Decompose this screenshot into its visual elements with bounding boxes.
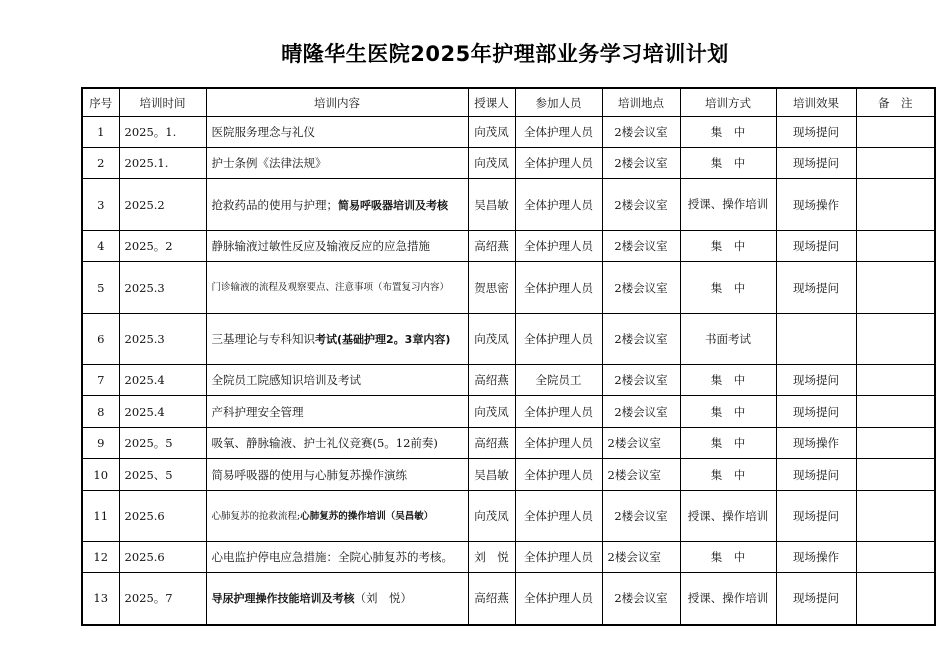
cell-location: 2楼会议室 bbox=[602, 231, 680, 262]
cell-attendees: 全体护理人员 bbox=[515, 491, 602, 542]
cell-location: 2楼会议室 bbox=[602, 491, 680, 542]
cell-attendees: 全体护理人员 bbox=[515, 428, 602, 459]
cell-content: 吸氧、静脉输液、护士礼仪竞赛(5。12前奏) bbox=[206, 428, 468, 459]
cell-no: 13 bbox=[82, 573, 119, 625]
cell-note bbox=[856, 148, 935, 179]
cell-attendees: 全体护理人员 bbox=[515, 231, 602, 262]
header-no: 序号 bbox=[82, 88, 119, 117]
cell-no: 5 bbox=[82, 262, 119, 314]
cell-location: 2楼会议室 bbox=[602, 179, 680, 231]
cell-method: 集 中 bbox=[680, 262, 776, 314]
cell-no: 6 bbox=[82, 314, 119, 365]
cell-time: 2025.2 bbox=[119, 179, 206, 231]
cell-content: 简易呼吸器的使用与心肺复苏操作演练 bbox=[206, 459, 468, 491]
cell-location: 2楼会议室 bbox=[602, 459, 680, 491]
cell-time: 2025。1. bbox=[119, 117, 206, 148]
cell-note bbox=[856, 314, 935, 365]
cell-no: 8 bbox=[82, 396, 119, 428]
cell-content: 静脉输液过敏性反应及输液反应的应急措施 bbox=[206, 231, 468, 262]
cell-effect: 现场提问 bbox=[776, 573, 856, 625]
table-row bbox=[82, 314, 935, 365]
content-emphasis: 心肺复苏的操作培训（吴昌敏） bbox=[300, 510, 434, 522]
cell-no: 10 bbox=[82, 459, 119, 491]
table-row bbox=[82, 459, 935, 491]
cell-method: 书面考试 bbox=[680, 314, 776, 365]
cell-method: 集 中 bbox=[680, 148, 776, 179]
cell-content bbox=[206, 573, 468, 625]
cell-location: 2楼会议室 bbox=[602, 428, 680, 459]
table-row bbox=[82, 491, 935, 542]
cell-content bbox=[206, 179, 468, 231]
cell-note bbox=[856, 491, 935, 542]
cell-method: 授课、操作培训 bbox=[680, 573, 776, 625]
cell-effect: 现场提问 bbox=[776, 491, 856, 542]
cell-teacher: 高绍燕 bbox=[468, 573, 515, 625]
cell-content: 全院员工院感知识培训及考试 bbox=[206, 365, 468, 396]
cell-effect: 现场提问 bbox=[776, 262, 856, 314]
cell-no: 11 bbox=[82, 491, 119, 542]
document-title: 晴隆华生医院2025年护理部业务学习培训计划 bbox=[281, 42, 729, 66]
table-row bbox=[82, 542, 935, 573]
cell-teacher: 向茂凤 bbox=[468, 117, 515, 148]
header-effect: 培训效果 bbox=[776, 88, 856, 117]
cell-content: 产科护理安全管理 bbox=[206, 396, 468, 428]
cell-time: 2025.3 bbox=[119, 314, 206, 365]
cell-teacher: 向茂凤 bbox=[468, 396, 515, 428]
cell-note bbox=[856, 542, 935, 573]
cell-no: 12 bbox=[82, 542, 119, 573]
cell-teacher: 高绍燕 bbox=[468, 365, 515, 396]
cell-note bbox=[856, 262, 935, 314]
table-header-row bbox=[82, 88, 935, 117]
cell-teacher: 高绍燕 bbox=[468, 428, 515, 459]
cell-content: 心电监护停电应急措施：全院心肺复苏的考核。 bbox=[206, 542, 468, 573]
content-emphasis: 导尿护理操作技能培训及考核 bbox=[211, 592, 355, 606]
cell-content bbox=[206, 314, 468, 365]
cell-no: 2 bbox=[82, 148, 119, 179]
cell-note bbox=[856, 365, 935, 396]
cell-teacher: 向茂凤 bbox=[468, 148, 515, 179]
cell-content: 门诊输液的流程及观察要点、注意事项（布置复习内容） bbox=[206, 262, 468, 314]
cell-effect: 现场操作 bbox=[776, 179, 856, 231]
cell-method: 授课、操作培训 bbox=[680, 491, 776, 542]
cell-method: 授课、操作培训 bbox=[680, 179, 776, 231]
cell-note bbox=[856, 179, 935, 231]
cell-time: 2025、5 bbox=[119, 459, 206, 491]
cell-location: 2楼会议室 bbox=[602, 117, 680, 148]
cell-method: 集 中 bbox=[680, 117, 776, 148]
cell-effect: 现场操作 bbox=[776, 428, 856, 459]
cell-time: 2025。2 bbox=[119, 231, 206, 262]
cell-note bbox=[856, 428, 935, 459]
cell-effect: 现场提问 bbox=[776, 365, 856, 396]
cell-effect: 现场提问 bbox=[776, 117, 856, 148]
cell-content bbox=[206, 491, 468, 542]
cell-teacher: 刘 悦 bbox=[468, 542, 515, 573]
table-row bbox=[82, 117, 935, 148]
cell-teacher: 吴昌敏 bbox=[468, 179, 515, 231]
table-row bbox=[82, 179, 935, 231]
cell-location: 2楼会议室 bbox=[602, 573, 680, 625]
cell-attendees: 全体护理人员 bbox=[515, 396, 602, 428]
cell-attendees: 全体护理人员 bbox=[515, 117, 602, 148]
cell-method: 集 中 bbox=[680, 396, 776, 428]
cell-location: 2楼会议室 bbox=[602, 542, 680, 573]
table-row bbox=[82, 262, 935, 314]
header-location: 培训地点 bbox=[602, 88, 680, 117]
table-row bbox=[82, 365, 935, 396]
cell-location: 2楼会议室 bbox=[602, 396, 680, 428]
table-row bbox=[82, 231, 935, 262]
cell-time: 2025.3 bbox=[119, 262, 206, 314]
cell-content: 医院服务理念与礼仪 bbox=[206, 117, 468, 148]
cell-effect: 现场提问 bbox=[776, 396, 856, 428]
cell-no: 4 bbox=[82, 231, 119, 262]
cell-note bbox=[856, 459, 935, 491]
cell-no: 1 bbox=[82, 117, 119, 148]
cell-teacher: 高绍燕 bbox=[468, 231, 515, 262]
cell-time: 2025.4 bbox=[119, 365, 206, 396]
cell-effect: 现场提问 bbox=[776, 148, 856, 179]
header-note: 备 注 bbox=[856, 88, 935, 117]
cell-note bbox=[856, 231, 935, 262]
content-emphasis: 考试(基础护理2。3章内容) bbox=[315, 332, 451, 346]
table-row bbox=[82, 148, 935, 179]
header-content: 培训内容 bbox=[206, 88, 468, 117]
cell-method: 集 中 bbox=[680, 542, 776, 573]
header-time: 培训时间 bbox=[119, 88, 206, 117]
table-row bbox=[82, 396, 935, 428]
content-text: 抢救药品的使用与护理； bbox=[211, 197, 338, 212]
cell-time: 2025。5 bbox=[119, 428, 206, 459]
cell-teacher: 向茂凤 bbox=[468, 314, 515, 365]
cell-effect: 现场提问 bbox=[776, 231, 856, 262]
content-text: 三基理论与专科知识 bbox=[211, 331, 315, 346]
cell-attendees: 全体护理人员 bbox=[515, 573, 602, 625]
cell-time: 2025.6 bbox=[119, 542, 206, 573]
cell-no: 3 bbox=[82, 179, 119, 231]
cell-time: 2025。7 bbox=[119, 573, 206, 625]
cell-teacher: 贺思密 bbox=[468, 262, 515, 314]
cell-location: 2楼会议室 bbox=[602, 262, 680, 314]
cell-no: 9 bbox=[82, 428, 119, 459]
cell-teacher: 吴昌敏 bbox=[468, 459, 515, 491]
cell-no: 7 bbox=[82, 365, 119, 396]
cell-effect bbox=[776, 314, 856, 365]
cell-location: 2楼会议室 bbox=[602, 148, 680, 179]
content-text: 心肺复苏的抢救流程; bbox=[211, 510, 301, 522]
cell-effect: 现场操作 bbox=[776, 542, 856, 573]
cell-method: 集 中 bbox=[680, 365, 776, 396]
cell-time: 2025.4 bbox=[119, 396, 206, 428]
header-attendees: 参加人员 bbox=[515, 88, 602, 117]
content-emphasis: 简易呼吸器培训及考核 bbox=[338, 198, 448, 212]
content-tail: （刘 悦） bbox=[354, 591, 412, 606]
cell-attendees: 全体护理人员 bbox=[515, 148, 602, 179]
cell-attendees: 全体护理人员 bbox=[515, 179, 602, 231]
header-method: 培训方式 bbox=[680, 88, 776, 117]
cell-note bbox=[856, 396, 935, 428]
cell-attendees: 全体护理人员 bbox=[515, 314, 602, 365]
cell-location: 2楼会议室 bbox=[602, 365, 680, 396]
cell-method: 集 中 bbox=[680, 459, 776, 491]
cell-attendees: 全体护理人员 bbox=[515, 542, 602, 573]
cell-location: 2楼会议室 bbox=[602, 314, 680, 365]
header-teacher: 授课人 bbox=[468, 88, 515, 117]
cell-method: 集 中 bbox=[680, 231, 776, 262]
cell-teacher: 向茂凤 bbox=[468, 491, 515, 542]
cell-time: 2025.1. bbox=[119, 148, 206, 179]
cell-note bbox=[856, 573, 935, 625]
cell-effect: 现场提问 bbox=[776, 459, 856, 491]
table-row bbox=[82, 428, 935, 459]
table-row bbox=[82, 573, 935, 625]
cell-attendees: 全体护理人员 bbox=[515, 459, 602, 491]
cell-note bbox=[856, 117, 935, 148]
cell-time: 2025.6 bbox=[119, 491, 206, 542]
cell-attendees: 全院员工 bbox=[515, 365, 602, 396]
training-plan-table bbox=[81, 87, 936, 626]
cell-attendees: 全体护理人员 bbox=[515, 262, 602, 314]
cell-method: 集 中 bbox=[680, 428, 776, 459]
cell-content: 护士条例《法律法规》 bbox=[206, 148, 468, 179]
